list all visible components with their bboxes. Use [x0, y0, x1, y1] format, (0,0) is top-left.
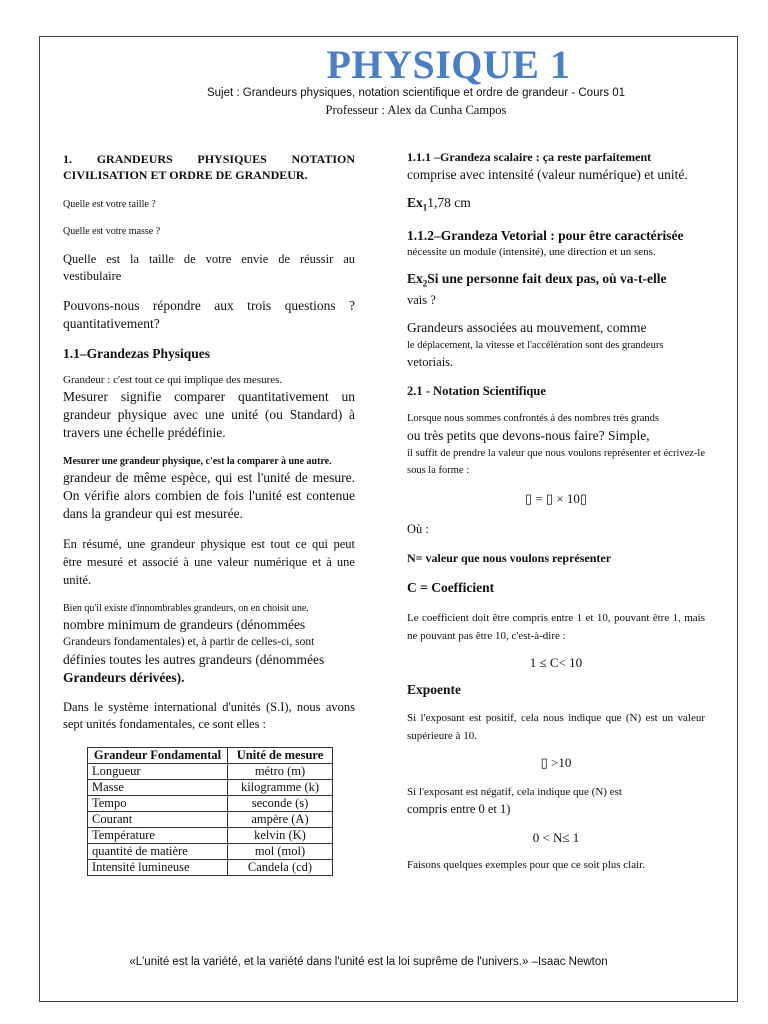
example-2-label: Ex: [407, 270, 423, 286]
table-cell: Longueur: [88, 764, 228, 780]
table-row: [88, 796, 333, 812]
table-cell: kelvin (K): [228, 828, 333, 844]
paragraph-scalaire: comprise avec intensité (valeur numérique) et unité.: [407, 167, 688, 182]
label-ou: Où :: [407, 522, 429, 537]
table-cell: Tempo: [88, 796, 228, 812]
professor-line: Professeur : Alex da Cunha Campos: [325, 103, 507, 117]
equation-positive: ▯ >10: [540, 755, 572, 771]
example-1-value: 1,78 cm: [427, 195, 471, 210]
paragraph-negative-2: compris entre 0 et 1): [407, 802, 511, 817]
question-height: Quelle est votre taille ?: [63, 199, 156, 210]
heading-expoente: Expoente: [407, 682, 461, 698]
paragraph-mesurer: Mesurer signifie comparer quantitativement un grandeur physique avec une unité (ou Standard) à travers une échelle prédéfinie.: [63, 389, 355, 440]
paragraph-meme-espece: grandeur de même espèce, qui est l'unité de mesure. On vérifie alors combien de fois l'unité est contenue dans la grandeur qui est mesurée.: [63, 470, 355, 521]
table-row: [88, 860, 333, 876]
table-cell: kilogramme (k): [228, 780, 333, 796]
paragraph-negative-1: Si l'exposant est négatif, cela indique que (N) est: [407, 786, 622, 799]
example-2-sub: 2: [422, 278, 428, 289]
example-2: [407, 270, 705, 293]
paragraph-exemples: Faisons quelques exemples pour que ce soit plus clair.: [407, 859, 645, 872]
paragraph-fondamentales: Grandeurs fondamentales) et, à partir de celles-ci, sont: [63, 636, 315, 648]
question-mass: Quelle est votre masse ?: [63, 226, 161, 237]
table-row: [88, 764, 333, 780]
table-cell: seconde (s): [228, 796, 333, 812]
equation-scientific: ▯ = ▯ × 10▯: [524, 491, 588, 507]
paragraph-innombrables: Bien qu'il existe d'innombrables grandeurs, on en choisit une.: [63, 603, 309, 614]
table-row: [88, 828, 333, 844]
question-desire: Quelle est la taille de votre envie de réussir au vestibulaire: [63, 252, 355, 283]
paragraph-nombre-minimum: nombre minimum de grandeurs (dénommées: [63, 617, 306, 632]
example-2-question: Si une personne fait deux pas, où va-t-elle: [427, 270, 667, 286]
table-cell: quantité de matière: [88, 844, 228, 860]
paragraph-resume: En résumé, une grandeur physique est tout ce qui peut être mesuré et associé à une valeur numérique et à une unité.: [63, 537, 355, 587]
paragraph-notation-1: Lorsque nous sommes confrontés à des nombres très grands: [407, 413, 659, 425]
table-cell: métro (m): [228, 764, 333, 780]
table-cell: ampère (A): [228, 812, 333, 828]
table-cell: Masse: [88, 780, 228, 796]
table-row: [88, 812, 333, 828]
heading-grandezas-physiques: 1.1–Grandezas Physiques: [63, 346, 211, 361]
left-column: [63, 151, 355, 876]
heading-vetorial: 1.1.2–Grandeza Vetorial : pour être caractérisée: [407, 227, 684, 243]
paragraph-si: Dans le système international d'unités (S.I), nous avons sept unités fondamentales, ce sont elles :: [63, 700, 355, 731]
heading-notation: 2.1 - Notation Scientifique: [407, 384, 546, 399]
table-header-row: [88, 748, 333, 764]
question-quantitative: Pouvons-nous répondre aux trois questions ? quantitativement?: [63, 298, 355, 331]
page-title: PHYSIQUE 1: [326, 42, 571, 87]
table-cell: mol (mol): [228, 844, 333, 860]
paragraph-positive: Si l'exposant est positif, cela nous indique que (N) est un valeur supérieure à 10.: [407, 712, 705, 743]
definition-n: N= valeur que nous voulons représenter: [407, 551, 612, 566]
units-table: [87, 747, 333, 876]
heading-scalaire: 1.1.1 –Grandeza scalaire : ça reste parfaitement: [407, 150, 652, 164]
paragraph-notation-3: il suffit de prendre la valeur que nous voulons représenter et écrivez-le sous la forme :: [407, 448, 705, 477]
document-page: [39, 36, 738, 1002]
table-cell: Candela (cd): [228, 860, 333, 876]
equation-negative: 0 < N≤ 1: [532, 830, 580, 846]
example-2-question-end: vais ?: [407, 293, 436, 308]
equation-coefficient: 1 ≤ C< 10: [529, 655, 583, 671]
section-heading-1: 1. GRANDEURS PHYSIQUES NOTATION CIVILISATION ET ORDRE DE GRANDEUR.: [63, 152, 355, 182]
paragraph-mesurer-bold: Mesurer une grandeur physique, c'est la comparer à une autre.: [63, 456, 332, 467]
example-1-sub: 1: [422, 202, 428, 213]
table-cell: Température: [88, 828, 228, 844]
example-1-label: Ex: [407, 195, 423, 210]
example-1: [407, 194, 705, 217]
paragraph-notation-2: ou très petits que devons-nous faire? Simple,: [407, 428, 650, 444]
paragraph-derivees: Grandeurs dérivées).: [63, 670, 185, 685]
newton-quote: «L'unité est la variété, et la variété dans l'unité est la loi suprême de l'univers.» –Isaac Newton: [129, 956, 608, 968]
table-row: [88, 844, 333, 860]
table-cell: Courant: [88, 812, 228, 828]
paragraph-assoc-3: vetoriais.: [407, 355, 454, 370]
definition-c: C = Coefficient: [407, 580, 495, 596]
table-header-unite: Unité de mesure: [228, 748, 333, 764]
paragraph-vetorial: nécessite un module (intensité), une direction et un sens.: [407, 245, 656, 258]
subject-line: Sujet : Grandeurs physiques, notation scientifique et ordre de grandeur - Cours 01: [206, 87, 626, 99]
table-cell: Intensité lumineuse: [88, 860, 228, 876]
paragraph-assoc-1: Grandeurs associées au mouvement, comme: [407, 320, 647, 336]
paragraph-coefficient: Le coefficient doit être compris entre 1 et 10, pouvant être 1, mais ne pouvant pas être 10, c'est-à-dire :: [407, 612, 705, 643]
paragraph-grandeur-def: Grandeur : c'est tout ce qui implique des mesures.: [63, 374, 283, 386]
table-header-grandeur: Grandeur Fondamental: [88, 748, 228, 764]
right-column: [407, 149, 705, 883]
paragraph-assoc-2: le déplacement, la vitesse et l'accélération sont des grandeurs: [407, 340, 664, 352]
table-row: [88, 780, 333, 796]
paragraph-definies: définies toutes les autres grandeurs (dénommées: [63, 652, 325, 667]
